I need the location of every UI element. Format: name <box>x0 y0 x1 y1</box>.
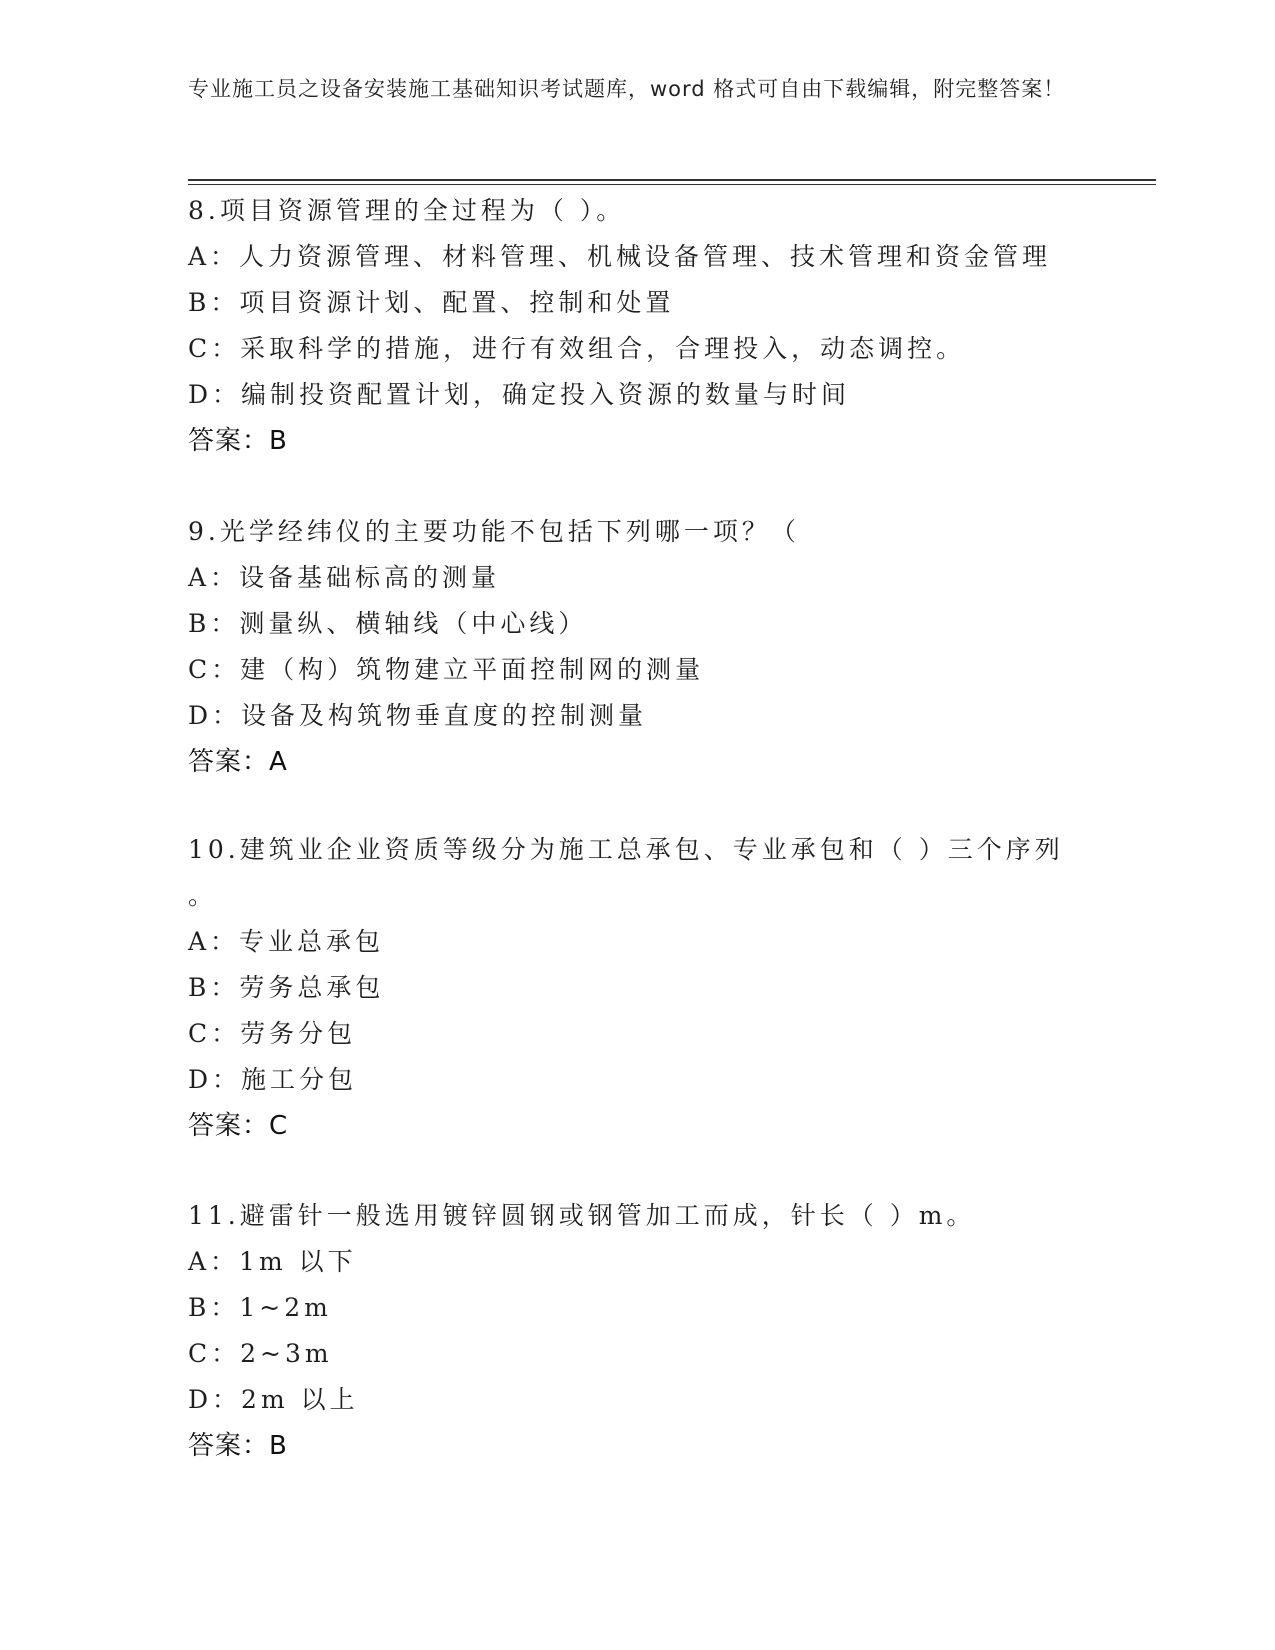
question-stem: 11.避雷针一般选用镀锌圆钢或钢管加工而成，针长（ ）m。 <box>188 1201 976 1230</box>
header-divider-thin <box>188 184 1156 185</box>
option-d: D：2m 以上 <box>188 1385 359 1414</box>
question-8 <box>188 188 1088 464</box>
answer-line: 答案：B <box>188 1431 288 1461</box>
question-10 <box>188 827 1088 1149</box>
option-a: A：1m 以下 <box>188 1247 357 1276</box>
option-c: C：建（构）筑物建立平面控制网的测量 <box>188 655 705 684</box>
option-d: D：编制投资配置计划，确定投入资源的数量与时间 <box>188 380 851 409</box>
option-c: C：2~3m <box>188 1339 333 1368</box>
option-a: A：设备基础标高的测量 <box>188 563 501 592</box>
question-9 <box>188 509 1088 785</box>
question-stem: 8.项目资源管理的全过程为（ ）。 <box>188 196 626 225</box>
option-b: B：项目资源计划、配置、控制和处置 <box>188 288 675 317</box>
option-a: A：专业总承包 <box>188 927 385 956</box>
document-header-note: 专业施工员之设备安装施工基础知识考试题库，word 格式可自由下载编辑，附完整答案！ <box>188 77 1066 101</box>
answer-line: 答案：B <box>188 426 288 456</box>
question-11 <box>188 1193 1088 1469</box>
option-b: B：测量纵、横轴线（中心线） <box>188 609 588 638</box>
question-stem: 9.光学经纬仪的主要功能不包括下列哪一项？（ <box>188 517 800 546</box>
option-b: B：1~2m <box>188 1293 332 1322</box>
question-stem: 10.建筑业企业资质等级分为施工总承包、专业承包和（ ）三个序列 <box>188 835 1064 864</box>
option-d: D：设备及构筑物垂直度的控制测量 <box>188 701 648 730</box>
answer-line: 答案：C <box>188 1111 289 1141</box>
option-d: D：施工分包 <box>188 1065 358 1094</box>
question-stem-continuation: 。 <box>188 881 214 910</box>
answer-line: 答案：A <box>188 747 288 777</box>
option-c: C：采取科学的措施，进行有效组合，合理投入，动态调控。 <box>188 334 966 363</box>
option-b: B：劳务总承包 <box>188 973 385 1002</box>
option-a: A：人力资源管理、材料管理、机械设备管理、技术管理和资金管理 <box>188 242 1052 271</box>
option-c: C：劳务分包 <box>188 1019 357 1048</box>
header-divider-thick <box>188 179 1156 181</box>
